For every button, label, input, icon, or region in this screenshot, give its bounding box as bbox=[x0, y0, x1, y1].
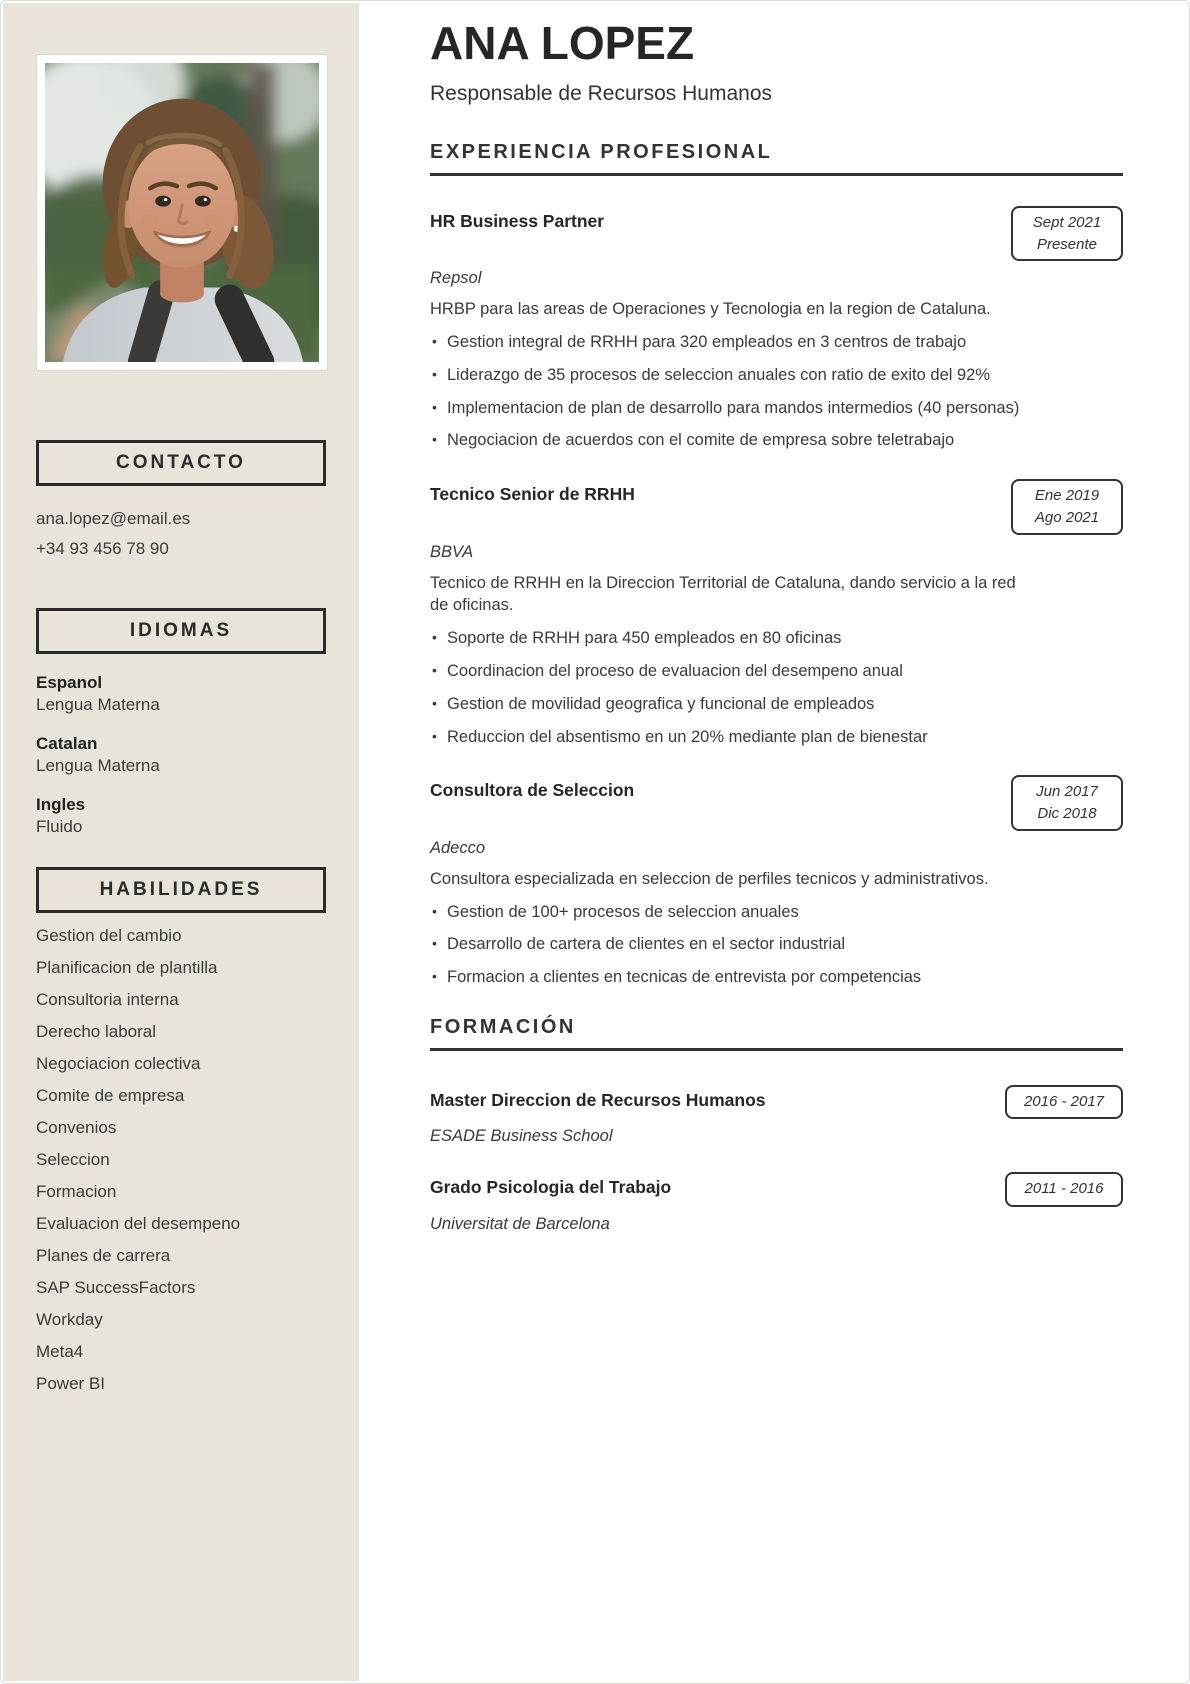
skill-item: Planificacion de plantilla bbox=[36, 958, 218, 977]
profile-photo bbox=[45, 63, 319, 362]
skill-item: Consultoria interna bbox=[36, 990, 179, 1009]
language-item bbox=[36, 733, 326, 777]
bullet: • Negociacion de acuerdos con el comite de empresa sobre teletrabajo bbox=[430, 430, 1075, 452]
date-badge bbox=[1011, 479, 1123, 535]
degree-title: Master Direccion de Recursos Humanos bbox=[430, 1089, 766, 1110]
skill-item: Power BI bbox=[36, 1374, 105, 1393]
date-line: Jun 2017 bbox=[1036, 783, 1098, 801]
languages-section-header bbox=[36, 608, 326, 654]
education-section-title: FORMACIÓN bbox=[430, 1015, 576, 1038]
education-entry bbox=[430, 1172, 1123, 1234]
job-bullets bbox=[430, 628, 1123, 748]
bullet: • Soporte de RRHH para 450 empleados en 80 oficinas bbox=[430, 628, 1075, 650]
date-badge bbox=[1005, 1085, 1123, 1120]
bullet: • Coordinacion del proceso de evaluacion del desempeno anual bbox=[430, 661, 1075, 683]
entry-head bbox=[430, 479, 1123, 535]
language-name: Catalan bbox=[36, 734, 98, 753]
date-line: Ene 2019 bbox=[1034, 487, 1100, 505]
contact-details bbox=[36, 504, 326, 564]
skill-item: SAP SuccessFactors bbox=[36, 1278, 196, 1297]
education-entries bbox=[430, 1085, 1123, 1234]
skill-item: Meta4 bbox=[36, 1342, 84, 1361]
bullet: • Gestion integral de RRHH para 320 empleados en 3 centros de trabajo bbox=[430, 332, 1075, 354]
job-description: Consultora especializada en seleccion de perfiles tecnicos y administrativos. bbox=[430, 869, 989, 888]
skill-item: Convenios bbox=[36, 1118, 117, 1137]
experience-entry bbox=[430, 775, 1123, 989]
bullet: • Reduccion del absentismo en un 20% mediante plan de bienestar bbox=[430, 727, 1075, 749]
language-name: Espanol bbox=[36, 673, 103, 692]
skill-item: Comite de empresa bbox=[36, 1086, 185, 1105]
job-bullets bbox=[430, 332, 1123, 452]
entry-head bbox=[430, 1172, 1123, 1207]
bullet: • Desarrollo de cartera de clientes en el sector industrial bbox=[430, 934, 1075, 956]
school-name: Universitat de Barcelona bbox=[430, 1214, 610, 1233]
bullet: • Implementacion de plan de desarrollo para mandos intermedios (40 personas) bbox=[430, 398, 1075, 420]
language-item bbox=[36, 794, 326, 838]
profile-photo-frame bbox=[36, 54, 328, 371]
date-badge bbox=[1011, 206, 1123, 262]
language-level: Lengua Materna bbox=[36, 756, 160, 775]
date-line: 2011 - 2016 bbox=[1024, 1180, 1104, 1198]
entry-head bbox=[430, 206, 1123, 262]
experience-entry bbox=[430, 479, 1123, 748]
skill-item: Evaluacion del desempeno bbox=[36, 1214, 241, 1233]
date-line: Presente bbox=[1036, 235, 1098, 253]
sidebar bbox=[3, 3, 359, 1681]
education-entry bbox=[430, 1085, 1123, 1147]
experience-entries bbox=[430, 206, 1123, 989]
language-item bbox=[36, 672, 326, 716]
date-line: Ago 2021 bbox=[1034, 508, 1100, 526]
education-section-header bbox=[430, 1016, 1123, 1051]
skill-item: Formacion bbox=[36, 1182, 117, 1201]
date-line: Sept 2021 bbox=[1032, 213, 1102, 231]
job-description: Tecnico de RRHH en la Direccion Territorial de Cataluna, dando servicio a la red de oficinas. bbox=[430, 573, 1016, 615]
skill-item: Gestion del cambio bbox=[36, 926, 182, 945]
language-level: Lengua Materna bbox=[36, 695, 160, 714]
language-name: Ingles bbox=[36, 795, 86, 814]
entry-head bbox=[430, 1085, 1123, 1120]
job-title: HR Business Partner bbox=[430, 210, 605, 231]
language-level: Fluido bbox=[36, 817, 83, 836]
main-column bbox=[430, 1, 1123, 1260]
experience-entry bbox=[430, 206, 1123, 452]
job-description: HRBP para las areas de Operaciones y Tecnologia en la region de Cataluna. bbox=[430, 300, 991, 319]
languages-list bbox=[36, 672, 326, 838]
contact-section-header bbox=[36, 440, 326, 486]
bullet: • Liderazgo de 35 procesos de seleccion anuales con ratio de exito del 92% bbox=[430, 365, 1075, 387]
company-name: Adecco bbox=[430, 838, 486, 857]
job-title: Consultora de Seleccion bbox=[430, 780, 635, 801]
bullet: • Gestion de 100+ procesos de seleccion anuales bbox=[430, 902, 1075, 924]
languages-title: IDIOMAS bbox=[129, 620, 233, 641]
contact-email: ana.lopez@email.es bbox=[36, 509, 191, 528]
contact-phone: +34 93 456 78 90 bbox=[36, 539, 169, 558]
date-badge bbox=[1005, 1172, 1123, 1207]
person-name: ANA LOPEZ bbox=[430, 17, 695, 69]
skill-item: Derecho laboral bbox=[36, 1022, 157, 1041]
bullet: • Formacion a clientes en tecnicas de entrevista por competencias bbox=[430, 967, 1075, 989]
job-title: Tecnico Senior de RRHH bbox=[430, 484, 635, 505]
person-job-title: Responsable de Recursos Humanos bbox=[430, 81, 773, 105]
company-name: BBVA bbox=[430, 542, 474, 561]
skills-section-header bbox=[36, 867, 326, 913]
skill-item: Seleccion bbox=[36, 1150, 110, 1169]
experience-section-title: EXPERIENCIA PROFESIONAL bbox=[430, 140, 773, 163]
school-name: ESADE Business School bbox=[430, 1127, 613, 1146]
job-bullets bbox=[430, 902, 1123, 989]
skill-item: Planes de carrera bbox=[36, 1246, 171, 1265]
date-badge bbox=[1011, 775, 1123, 831]
date-line: Dic 2018 bbox=[1037, 805, 1097, 823]
bullet: • Gestion de movilidad geografica y funcional de empleados bbox=[430, 694, 1075, 716]
date-line: 2016 - 2017 bbox=[1023, 1092, 1105, 1110]
skill-item: Negociacion colectiva bbox=[36, 1054, 201, 1073]
skills-list bbox=[36, 925, 326, 1394]
skills-title: HABILIDADES bbox=[99, 879, 263, 900]
entry-head bbox=[430, 775, 1123, 831]
skill-item: Workday bbox=[36, 1310, 103, 1329]
contact-title: CONTACTO bbox=[116, 452, 246, 473]
company-name: Repsol bbox=[430, 269, 482, 288]
degree-title: Grado Psicologia del Trabajo bbox=[430, 1177, 672, 1198]
experience-section-header bbox=[430, 141, 1123, 176]
